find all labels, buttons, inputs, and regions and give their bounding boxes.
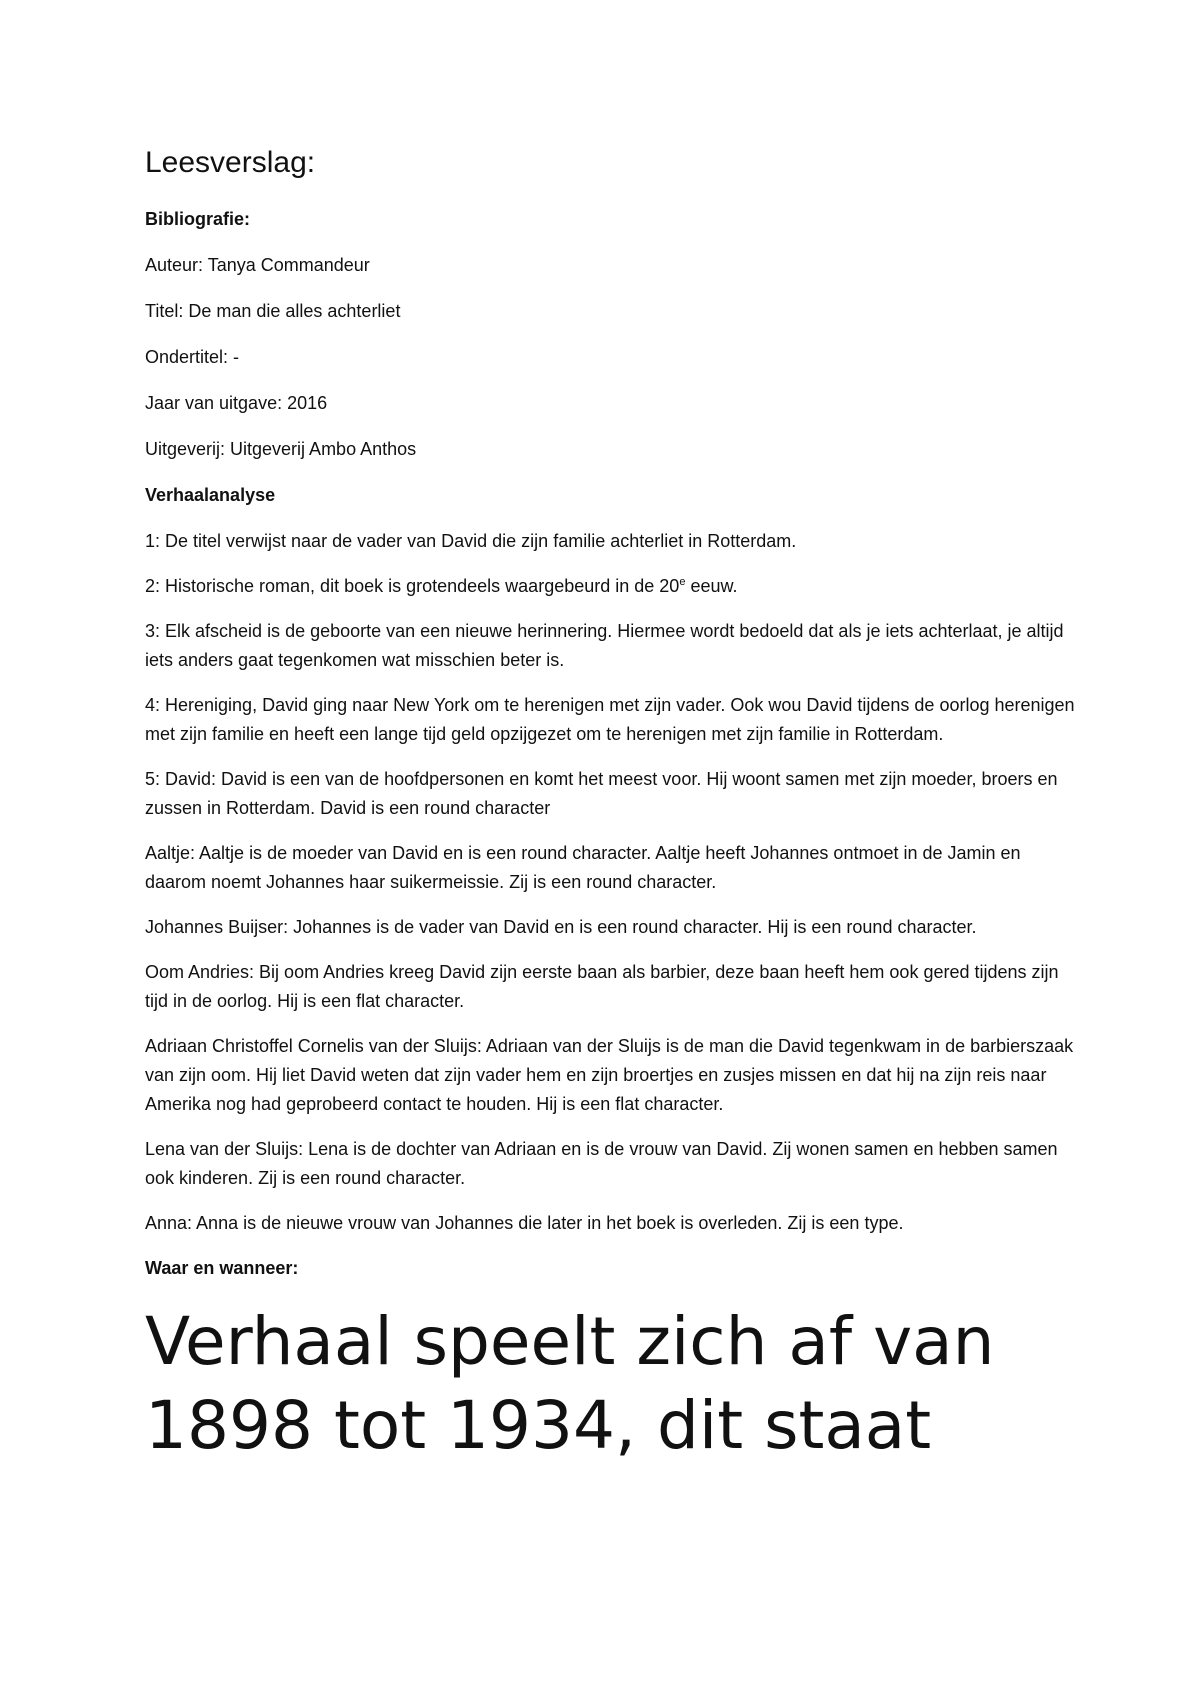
character-anna: Anna: Anna is de nieuwe vrouw van Johannes die later in het boek is overleden. Zij is een type. <box>145 1213 904 1233</box>
analysis-point-5: 5: David: David is een van de hoofdpersonen en komt het meest voor. Hij woont samen met zijn moeder, broers en zussen in Rotterdam. David is een round character <box>145 769 1058 818</box>
setting-heading: Waar en wanneer: <box>145 1258 299 1278</box>
bibliography-heading: Bibliografie: <box>145 209 251 229</box>
character-aaltje: Aaltje: Aaltje is de moeder van David en is een round character. Aaltje heeft Johannes ontmoet in de Jamin en daarom noemt Johannes haar suikermeissie. Zij is een round character. <box>145 843 1021 892</box>
title-line: Titel: De man die alles achterliet <box>145 301 401 321</box>
document-title: Leesverslag: <box>145 146 316 179</box>
subtitle-line: Ondertitel: - <box>145 347 240 367</box>
character-lena: Lena van der Sluijs: Lena is de dochter van Adriaan en is de vrouw van David. Zij wonen samen en hebben samen ook kinderen. Zij is een round character. <box>145 1139 1058 1188</box>
analysis-point-2-superscript: e <box>679 576 686 588</box>
document-body <box>145 143 1075 1468</box>
year-line: Jaar van uitgave: 2016 <box>145 393 328 413</box>
analysis-point-1: 1: De titel verwijst naar de vader van David die zijn familie achterliet in Rotterdam. <box>145 531 797 551</box>
publisher-line: Uitgeverij: Uitgeverij Ambo Anthos <box>145 439 417 459</box>
analysis-heading: Verhaalanalyse <box>145 485 276 505</box>
character-andries: Oom Andries: Bij oom Andries kreeg David zijn eerste baan als barbier, deze baan heeft hem ook gered tijdens zijn tijd in de oorlog. Hij is een flat character. <box>145 962 1059 1011</box>
author-line: Auteur: Tanya Commandeur <box>145 255 370 275</box>
analysis-point-4: 4: Hereniging, David ging naar New York om te herenigen met zijn vader. Ook wou David tijdens de oorlog herenigen met zijn familie en heeft een lange tijd geld opzijgezet om te herenigen met zijn familie in Rotterdam. <box>145 695 1075 744</box>
analysis-point-2 <box>145 572 1075 601</box>
analysis-point-2-text: 2: Historische roman, dit boek is grotendeels waargebeurd in de 20 <box>145 576 680 596</box>
analysis-point-3: 3: Elk afscheid is de geboorte van een nieuwe herinnering. Hiermee wordt bedoeld dat als je iets achterlaat, je altijd iets anders gaat tegenkomen wat misschien beter is. <box>145 621 1064 670</box>
setting-large-text: Verhaal speelt zich af van 1898 tot 1934, dit staat <box>145 1303 995 1464</box>
character-johannes: Johannes Buijser: Johannes is de vader van David en is een round character. Hij is een round character. <box>145 917 977 937</box>
analysis-point-2-tail: eeuw. <box>685 576 738 596</box>
character-adriaan: Adriaan Christoffel Cornelis van der Sluijs: Adriaan van der Sluijs is de man die David tegenkwam in de barbierszaak van zijn oom. Hij liet David weten dat zijn vader hem en zijn broertjes en zusjes missen en dat hij na zijn reis naar Amerika nog had geprobeerd contact te houden. Hij is een flat character. <box>145 1036 1074 1114</box>
